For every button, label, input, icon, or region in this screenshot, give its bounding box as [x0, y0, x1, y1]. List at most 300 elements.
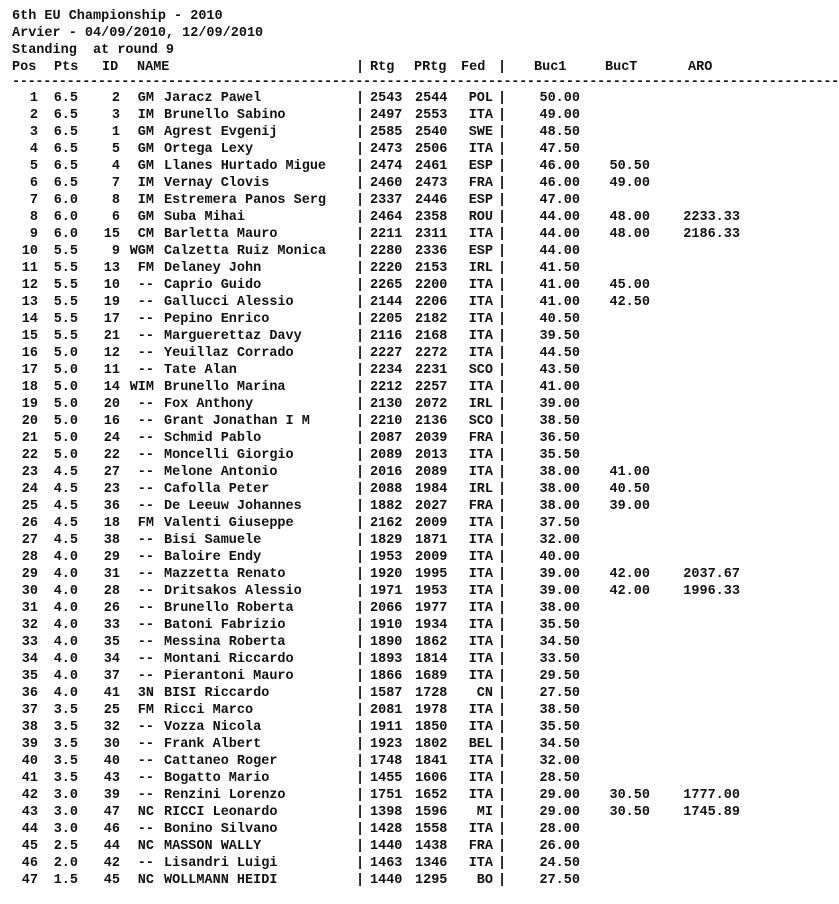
- cell-separator: |: [498, 295, 507, 310]
- cell-pos: 3: [29, 125, 38, 140]
- cell-rtg: 2585: [370, 125, 403, 140]
- cell-pos: 44: [21, 822, 38, 837]
- cell-title: --: [137, 567, 154, 582]
- cell-rtg: 2211: [370, 227, 403, 242]
- cell-buc1: 44.50: [539, 346, 580, 361]
- cell-pts: 5.5: [53, 295, 78, 310]
- cell-prtg: 1995: [415, 567, 448, 582]
- cell-fed: ITA: [468, 584, 493, 599]
- cell-prtg: 2231: [415, 363, 448, 378]
- cell-prtg: 1689: [415, 669, 448, 684]
- cell-pos: 18: [21, 380, 38, 395]
- cell-buc1: 36.50: [539, 431, 580, 446]
- table-row: [12, 566, 742, 583]
- cell-separator: |: [356, 703, 365, 718]
- cell-pos: 2: [29, 108, 38, 123]
- cell-title: GM: [137, 142, 154, 157]
- cell-id: 27: [103, 465, 120, 480]
- cell-rtg: 1440: [370, 839, 403, 854]
- cell-name: Agrest Evgenij: [164, 125, 278, 140]
- cell-pts: 6.0: [53, 193, 78, 208]
- cell-title: --: [137, 295, 154, 310]
- cell-separator: |: [498, 618, 507, 633]
- cell-separator: |: [498, 414, 507, 429]
- cell-id: 6: [111, 210, 120, 225]
- cell-fed: ITA: [468, 448, 493, 463]
- table-row: [12, 362, 742, 379]
- standings-table-body: [12, 90, 742, 889]
- cell-fed: ITA: [468, 142, 493, 157]
- table-row: [12, 260, 742, 277]
- col-header-name: NAME: [137, 60, 170, 75]
- table-row: [12, 855, 742, 872]
- cell-title: --: [137, 346, 154, 361]
- cell-buc1: 40.50: [539, 312, 580, 327]
- cell-separator: |: [498, 108, 507, 123]
- table-row: [12, 753, 742, 770]
- cell-pts: 6.0: [53, 227, 78, 242]
- cell-fed: ITA: [468, 380, 493, 395]
- cell-fed: ITA: [468, 822, 493, 837]
- cell-pos: 45: [21, 839, 38, 854]
- cell-fed: ROU: [468, 210, 493, 225]
- cell-pts: 4.0: [53, 669, 78, 684]
- table-row: [12, 583, 742, 600]
- cell-prtg: 1438: [415, 839, 448, 854]
- cell-name: Brunello Roberta: [164, 601, 294, 616]
- cell-buc1: 29.00: [539, 788, 580, 803]
- cell-prtg: 1802: [415, 737, 448, 752]
- cell-separator: |: [356, 176, 365, 191]
- cell-id: 44: [103, 839, 120, 854]
- cell-pos: 46: [21, 856, 38, 871]
- cell-rtg: 2473: [370, 142, 403, 157]
- cell-id: 33: [103, 618, 120, 633]
- cell-name: Brunello Sabino: [164, 108, 286, 123]
- cell-name: RICCI Leonardo: [164, 805, 278, 820]
- cell-id: 46: [103, 822, 120, 837]
- col-header-id: ID: [102, 60, 119, 75]
- cell-prtg: 2168: [415, 329, 448, 344]
- cell-id: 47: [103, 805, 120, 820]
- table-row: [12, 345, 742, 362]
- cell-title: --: [137, 788, 154, 803]
- cell-rtg: 2497: [370, 108, 403, 123]
- cell-name: BISI Riccardo: [164, 686, 270, 701]
- cell-id: 13: [103, 261, 120, 276]
- cell-pos: 16: [21, 346, 38, 361]
- cell-pos: 20: [21, 414, 38, 429]
- cell-title: --: [137, 856, 154, 871]
- table-row: [12, 838, 742, 855]
- cell-buc1: 44.00: [539, 227, 580, 242]
- cell-title: --: [137, 584, 154, 599]
- cell-separator: |: [356, 312, 365, 327]
- cell-separator: |: [356, 465, 365, 480]
- cell-pos: 26: [21, 516, 38, 531]
- cell-name: De Leeuw Johannes: [164, 499, 302, 514]
- cell-pos: 39: [21, 737, 38, 752]
- col-separator: |: [356, 60, 365, 75]
- cell-rtg: 2130: [370, 397, 403, 412]
- cell-separator: |: [498, 550, 507, 565]
- cell-title: --: [137, 278, 154, 293]
- cell-pos: 47: [21, 873, 38, 888]
- col-header-buct: BucT: [605, 60, 638, 75]
- cell-fed: ITA: [468, 771, 493, 786]
- cell-separator: |: [498, 771, 507, 786]
- cell-separator: |: [498, 346, 507, 361]
- cell-buc1: 34.50: [539, 635, 580, 650]
- cell-separator: |: [498, 380, 507, 395]
- cell-buc1: 41.00: [539, 278, 580, 293]
- cell-prtg: 1728: [415, 686, 448, 701]
- table-row: [12, 634, 742, 651]
- cell-name: Renzini Lorenzo: [164, 788, 286, 803]
- cell-buc1: 47.50: [539, 142, 580, 157]
- cell-separator: |: [356, 669, 365, 684]
- cell-name: Marguerettaz Davy: [164, 329, 302, 344]
- cell-prtg: 1606: [415, 771, 448, 786]
- cell-title: --: [137, 482, 154, 497]
- cell-pos: 32: [21, 618, 38, 633]
- cell-name: Batoni Fabrizio: [164, 618, 286, 633]
- cell-name: Pepino Enrico: [164, 312, 270, 327]
- cell-rtg: 2234: [370, 363, 403, 378]
- cell-title: --: [137, 499, 154, 514]
- cell-fed: CN: [476, 686, 493, 701]
- cell-separator: |: [498, 431, 507, 446]
- cell-separator: |: [498, 805, 507, 820]
- cell-pos: 19: [21, 397, 38, 412]
- cell-buc1: 35.50: [539, 618, 580, 633]
- table-row: [12, 192, 742, 209]
- cell-id: 43: [103, 771, 120, 786]
- cell-title: --: [137, 669, 154, 684]
- cell-separator: |: [356, 550, 365, 565]
- cell-rtg: 2220: [370, 261, 403, 276]
- cell-buc1: 38.50: [539, 414, 580, 429]
- cell-title: --: [137, 465, 154, 480]
- cell-buc1: 47.00: [539, 193, 580, 208]
- cell-id: 23: [103, 482, 120, 497]
- cell-pts: 4.0: [53, 550, 78, 565]
- cell-rtg: 2144: [370, 295, 403, 310]
- cell-pts: 4.0: [53, 635, 78, 650]
- cell-buct: 45.00: [609, 278, 650, 293]
- cell-separator: |: [356, 788, 365, 803]
- cell-separator: |: [498, 669, 507, 684]
- cell-prtg: 2358: [415, 210, 448, 225]
- cell-prtg: 2153: [415, 261, 448, 276]
- cell-buct: 30.50: [609, 788, 650, 803]
- cell-id: 36: [103, 499, 120, 514]
- cell-fed: ITA: [468, 533, 493, 548]
- cell-pos: 42: [21, 788, 38, 803]
- col-separator: |: [498, 60, 507, 75]
- cell-pos: 9: [29, 227, 38, 242]
- cell-separator: |: [356, 737, 365, 752]
- cell-rtg: 1829: [370, 533, 403, 548]
- cell-prtg: 2136: [415, 414, 448, 429]
- cell-separator: |: [498, 278, 507, 293]
- cell-pts: 5.0: [53, 414, 78, 429]
- cell-name: Lisandri Luigi: [164, 856, 278, 871]
- cell-name: Gallucci Alessio: [164, 295, 294, 310]
- cell-pts: 6.5: [53, 159, 78, 174]
- cell-name: Vozza Nicola: [164, 720, 262, 735]
- cell-title: 3N: [137, 686, 154, 701]
- cell-title: --: [137, 431, 154, 446]
- cell-fed: ITA: [468, 720, 493, 735]
- cell-rtg: 1866: [370, 669, 403, 684]
- cell-rtg: 2089: [370, 448, 403, 463]
- cell-rtg: 1440: [370, 873, 403, 888]
- cell-buc1: 28.00: [539, 822, 580, 837]
- cell-id: 39: [103, 788, 120, 803]
- cell-separator: |: [356, 499, 365, 514]
- cell-separator: |: [356, 329, 365, 344]
- cell-title: --: [137, 720, 154, 735]
- cell-pos: 33: [21, 635, 38, 650]
- cell-separator: |: [498, 142, 507, 157]
- table-row: [12, 90, 742, 107]
- cell-name: Moncelli Giorgio: [164, 448, 294, 463]
- cell-buc1: 49.00: [539, 108, 580, 123]
- cell-prtg: 1558: [415, 822, 448, 837]
- cell-separator: |: [356, 261, 365, 276]
- table-row: [12, 243, 742, 260]
- cell-rtg: 2087: [370, 431, 403, 446]
- cell-name: Ortega Lexy: [164, 142, 254, 157]
- cell-separator: |: [498, 754, 507, 769]
- cell-title: GM: [137, 125, 154, 140]
- cell-name: Barletta Mauro: [164, 227, 278, 242]
- cell-separator: |: [356, 159, 365, 174]
- cell-id: 8: [111, 193, 120, 208]
- cell-buc1: 38.00: [539, 499, 580, 514]
- cell-fed: ITA: [468, 567, 493, 582]
- cell-buc1: 39.00: [539, 397, 580, 412]
- cell-id: 31: [103, 567, 120, 582]
- cell-fed: ITA: [468, 329, 493, 344]
- cell-prtg: 1596: [415, 805, 448, 820]
- cell-id: 21: [103, 329, 120, 344]
- cell-separator: |: [498, 261, 507, 276]
- cell-name: Tate Alan: [164, 363, 237, 378]
- cell-rtg: 1923: [370, 737, 403, 752]
- cell-pts: 5.5: [53, 329, 78, 344]
- cell-buc1: 40.00: [539, 550, 580, 565]
- cell-separator: |: [356, 142, 365, 157]
- cell-rtg: 1463: [370, 856, 403, 871]
- cell-prtg: 1814: [415, 652, 448, 667]
- cell-separator: |: [356, 856, 365, 871]
- table-row: [12, 430, 742, 447]
- cell-buc1: 24.50: [539, 856, 580, 871]
- cell-name: Frank Albert: [164, 737, 262, 752]
- cell-rtg: 2066: [370, 601, 403, 616]
- cell-buc1: 41.00: [539, 380, 580, 395]
- cell-separator: |: [356, 720, 365, 735]
- cell-name: Schmid Pablo: [164, 431, 262, 446]
- cell-name: Suba Mihai: [164, 210, 246, 225]
- cell-buc1: 26.00: [539, 839, 580, 854]
- cell-title: --: [137, 397, 154, 412]
- cell-title: --: [137, 312, 154, 327]
- cell-buc1: 37.50: [539, 516, 580, 531]
- cell-separator: |: [356, 227, 365, 242]
- cell-id: 12: [103, 346, 120, 361]
- column-header-row: [12, 59, 742, 76]
- cell-separator: |: [498, 635, 507, 650]
- cell-fed: SCO: [468, 414, 493, 429]
- cell-name: Pierantoni Mauro: [164, 669, 294, 684]
- cell-title: IM: [137, 108, 154, 123]
- cell-separator: |: [498, 703, 507, 718]
- cell-pos: 23: [21, 465, 38, 480]
- cell-name: Grant Jonathan I M: [164, 414, 310, 429]
- cell-separator: |: [498, 720, 507, 735]
- table-row: [12, 872, 742, 889]
- cell-pos: 22: [21, 448, 38, 463]
- cell-id: 29: [103, 550, 120, 565]
- cell-title: FM: [137, 703, 154, 718]
- cell-title: NC: [137, 839, 154, 854]
- cell-buc1: 38.00: [539, 482, 580, 497]
- cell-separator: |: [498, 856, 507, 871]
- cell-fed: SWE: [468, 125, 493, 140]
- cell-prtg: 2200: [415, 278, 448, 293]
- cell-prtg: 2182: [415, 312, 448, 327]
- cell-separator: |: [498, 873, 507, 888]
- cell-fed: ITA: [468, 465, 493, 480]
- cell-fed: ITA: [468, 754, 493, 769]
- cell-name: Valenti Giuseppe: [164, 516, 294, 531]
- cell-separator: |: [498, 227, 507, 242]
- table-row: [12, 379, 742, 396]
- cell-buc1: 48.50: [539, 125, 580, 140]
- cell-rtg: 2081: [370, 703, 403, 718]
- cell-pts: 4.5: [53, 499, 78, 514]
- cell-separator: |: [498, 516, 507, 531]
- cell-id: 10: [103, 278, 120, 293]
- cell-prtg: 2027: [415, 499, 448, 514]
- cell-separator: |: [356, 414, 365, 429]
- cell-aro: 2186.33: [683, 227, 740, 242]
- cell-buc1: 50.00: [539, 91, 580, 106]
- cell-separator: |: [498, 737, 507, 752]
- cell-name: Montani Riccardo: [164, 652, 294, 667]
- cell-fed: ITA: [468, 856, 493, 871]
- cell-separator: |: [498, 176, 507, 191]
- cell-pts: 4.0: [53, 584, 78, 599]
- cell-pts: 4.5: [53, 516, 78, 531]
- cell-fed: ITA: [468, 516, 493, 531]
- cell-pts: 2.5: [53, 839, 78, 854]
- cell-id: 3: [111, 108, 120, 123]
- cell-prtg: 1934: [415, 618, 448, 633]
- table-row: [12, 141, 742, 158]
- cell-buct: 48.00: [609, 227, 650, 242]
- cell-rtg: 2116: [370, 329, 403, 344]
- cell-fed: ITA: [468, 635, 493, 650]
- col-header-prtg: PRtg: [414, 60, 447, 75]
- cell-buc1: 38.00: [539, 601, 580, 616]
- cell-separator: |: [356, 91, 365, 106]
- cell-aro: 1996.33: [683, 584, 740, 599]
- cell-rtg: 2088: [370, 482, 403, 497]
- cell-name: Calzetta Ruiz Monica: [164, 244, 327, 259]
- tournament-title: 6th EU Championship - 2010: [12, 9, 223, 24]
- cell-name: Yeuillaz Corrado: [164, 346, 294, 361]
- cell-separator: |: [356, 397, 365, 412]
- cell-fed: ITA: [468, 295, 493, 310]
- cell-separator: |: [356, 754, 365, 769]
- cell-separator: |: [356, 482, 365, 497]
- cell-pos: 30: [21, 584, 38, 599]
- cell-rtg: 2337: [370, 193, 403, 208]
- cell-name: Estremera Panos Serg: [164, 193, 327, 208]
- cell-separator: |: [356, 533, 365, 548]
- cell-buct: 42.00: [609, 567, 650, 582]
- standings-document: [12, 8, 839, 889]
- table-row: [12, 617, 742, 634]
- cell-fed: ESP: [468, 193, 493, 208]
- cell-fed: ITA: [468, 312, 493, 327]
- cell-pos: 7: [29, 193, 38, 208]
- cell-fed: ITA: [468, 703, 493, 718]
- cell-prtg: 1841: [415, 754, 448, 769]
- cell-rtg: 2210: [370, 414, 403, 429]
- table-row: [12, 821, 742, 838]
- cell-title: --: [137, 550, 154, 565]
- cell-separator: |: [498, 193, 507, 208]
- cell-prtg: 2336: [415, 244, 448, 259]
- cell-separator: |: [356, 516, 365, 531]
- col-header-pos: Pos: [12, 60, 37, 75]
- table-row: [12, 685, 742, 702]
- cell-prtg: 2553: [415, 108, 448, 123]
- cell-id: 4: [111, 159, 120, 174]
- cell-pos: 29: [21, 567, 38, 582]
- cell-prtg: 2089: [415, 465, 448, 480]
- cell-separator: |: [356, 635, 365, 650]
- table-row: [12, 209, 742, 226]
- cell-prtg: 1978: [415, 703, 448, 718]
- cell-title: FM: [137, 516, 154, 531]
- cell-name: Caprio Guido: [164, 278, 262, 293]
- cell-pts: 3.5: [53, 703, 78, 718]
- cell-prtg: 1850: [415, 720, 448, 735]
- table-row: [12, 107, 742, 124]
- cell-rtg: 2227: [370, 346, 403, 361]
- cell-id: 5: [111, 142, 120, 157]
- cell-pts: 4.0: [53, 652, 78, 667]
- cell-name: Ricci Marco: [164, 703, 254, 718]
- cell-separator: |: [498, 499, 507, 514]
- cell-rtg: 1971: [370, 584, 403, 599]
- cell-buc1: 27.50: [539, 873, 580, 888]
- table-row: [12, 294, 742, 311]
- cell-prtg: 1652: [415, 788, 448, 803]
- table-row: [12, 277, 742, 294]
- cell-separator: |: [356, 278, 365, 293]
- cell-pts: 5.0: [53, 346, 78, 361]
- cell-id: 34: [103, 652, 120, 667]
- cell-id: 22: [103, 448, 120, 463]
- cell-separator: |: [356, 244, 365, 259]
